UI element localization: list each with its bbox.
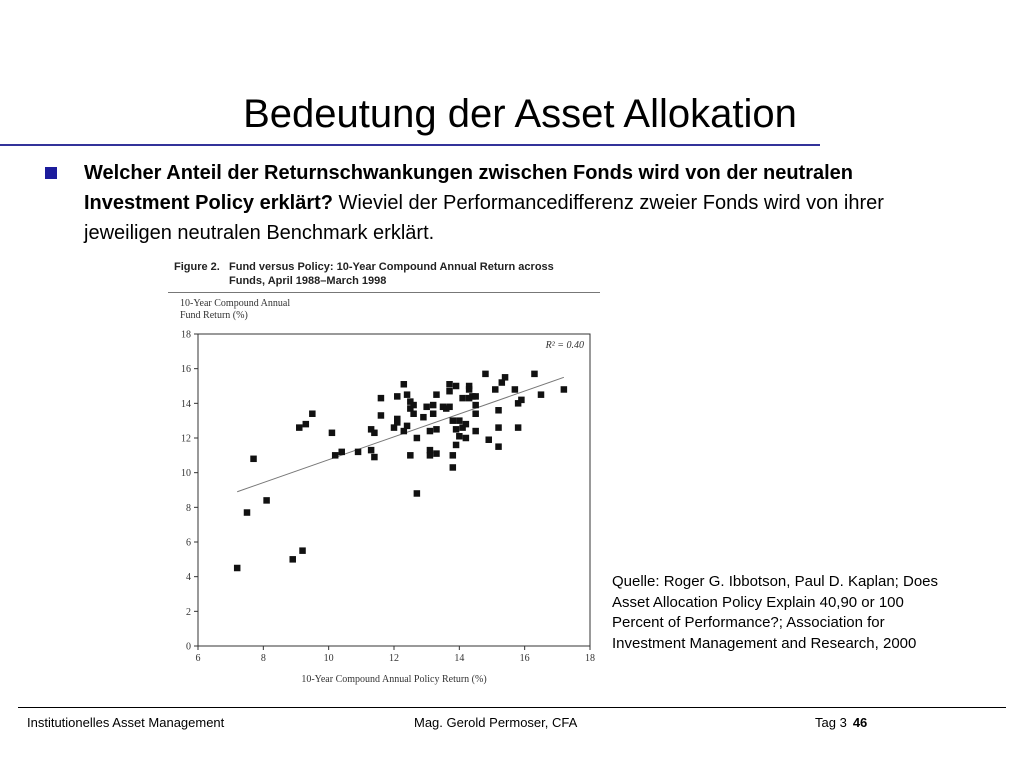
data-point [410,402,417,409]
y-tick-label: 14 [181,398,191,410]
data-point [446,404,453,411]
data-point [371,430,378,437]
data-point [410,410,417,417]
footer-course: Institutionelles Asset Management [27,715,225,730]
data-point [456,433,463,440]
x-tick-label: 6 [195,653,201,664]
x-axis-label: 10-Year Compound Annual Policy Return (%) [301,674,487,685]
footer-page-info [815,715,867,730]
data-point [515,424,522,431]
bullet-explanation: Wieviel der Performancedifferenz zweier Fonds wird von ihrer jeweiligen neutralen Benchmark erklärt. [84,192,884,244]
data-point [401,381,408,388]
y-tick-label: 6 [186,537,191,549]
data-point [433,426,440,433]
data-point [404,391,411,398]
y-axis-label [180,298,380,322]
x-tick-label: 12 [389,653,399,664]
figure-rule [168,292,600,293]
footer-day: Tag 3 [815,715,847,730]
figure-caption [174,260,594,288]
data-point [423,404,430,411]
data-point [472,402,479,409]
data-point [394,416,401,423]
data-point [430,410,437,417]
data-point [495,424,502,431]
data-point [355,449,362,456]
y-tick-label: 2 [186,606,191,618]
data-point [495,443,502,450]
data-point [371,454,378,461]
data-point [450,452,457,459]
data-point [459,395,466,402]
data-point [378,395,385,402]
x-tick-label: 10 [323,653,334,664]
plot-frame [198,334,590,646]
data-point [414,490,421,497]
data-point [538,391,545,398]
data-point [463,421,470,428]
regression-line [237,377,564,491]
data-point [453,426,460,433]
data-point [446,381,453,388]
data-point [495,407,502,414]
data-point [472,393,479,400]
data-point [518,397,525,404]
bullet-question: Welcher Anteil der Returnschwankungen zwischen Fonds wird von der neutralen Investment Policy erklärt? [84,162,854,214]
data-point [404,423,411,430]
figure-label: Figure 2. [174,261,220,273]
data-point [485,436,492,443]
data-point [394,393,401,400]
data-point [289,556,296,563]
data-point [250,456,257,463]
data-point [453,383,460,390]
data-point [414,435,421,442]
data-point [433,450,440,457]
data-point [407,452,414,459]
figure-scatter-chart [168,258,600,688]
data-point [450,417,457,424]
data-point [492,386,499,393]
data-point [332,452,339,459]
y-tick-label: 18 [181,329,191,341]
y-axis-label-line1: 10-Year Compound Annual [180,298,291,309]
y-tick-label: 0 [186,641,191,653]
data-point [299,547,306,554]
data-point [427,452,434,459]
data-point [296,424,303,431]
y-tick-label: 8 [186,502,191,514]
data-point [430,402,437,409]
data-point [482,371,489,378]
data-point [368,447,375,454]
data-point [502,374,509,381]
x-tick-label: 14 [454,653,465,664]
data-point [561,386,568,393]
page-number: 46 [852,715,868,730]
data-point [466,386,473,393]
y-tick-label: 4 [186,572,191,584]
data-point [463,435,470,442]
y-tick-label: 12 [181,433,191,445]
data-point [446,388,453,395]
square-bullet-icon [45,167,57,179]
scatter-plot [168,258,600,688]
slide-title: Bedeutung der Asset Allokation [243,92,797,136]
data-point [263,497,270,504]
bullet-text [84,158,964,248]
data-point [329,430,336,437]
data-point [433,391,440,398]
figure-caption-line2: Funds, April 1988–March 1998 [229,275,387,287]
data-point [472,428,479,435]
y-tick-label: 16 [181,364,191,376]
data-point [378,412,385,419]
y-axis-label-line2: Fund Return (%) [180,310,248,321]
data-point [512,386,519,393]
x-tick-label: 18 [585,653,595,664]
source-note: Quelle: Roger G. Ibbotson, Paul D. Kaplan; Does Asset Allocation Policy Explain 40,90 or 100 Percent of Performance?; Association for Investment Management and Research, 2000 [612,573,939,652]
y-tick-label: 10 [181,468,191,480]
title-underline [0,144,820,146]
data-point [244,509,251,516]
x-tick-label: 16 [519,653,530,664]
data-point [453,442,460,449]
data-point [531,371,538,378]
figure-caption-line1: Fund versus Policy: 10-Year Compound Annual Return across [229,261,554,273]
data-point [472,410,479,417]
data-point [427,428,434,435]
data-point [420,414,427,421]
data-point [450,464,457,471]
data-point [234,565,241,572]
r-squared-annotation: R² = 0.40 [545,340,584,351]
x-tick-label: 8 [260,653,266,664]
data-point [456,417,463,424]
data-point [309,410,316,417]
data-point [303,421,310,428]
footer-rule [18,707,1006,708]
data-point [338,449,345,456]
footer-author: Mag. Gerold Permoser, CFA [414,715,578,730]
